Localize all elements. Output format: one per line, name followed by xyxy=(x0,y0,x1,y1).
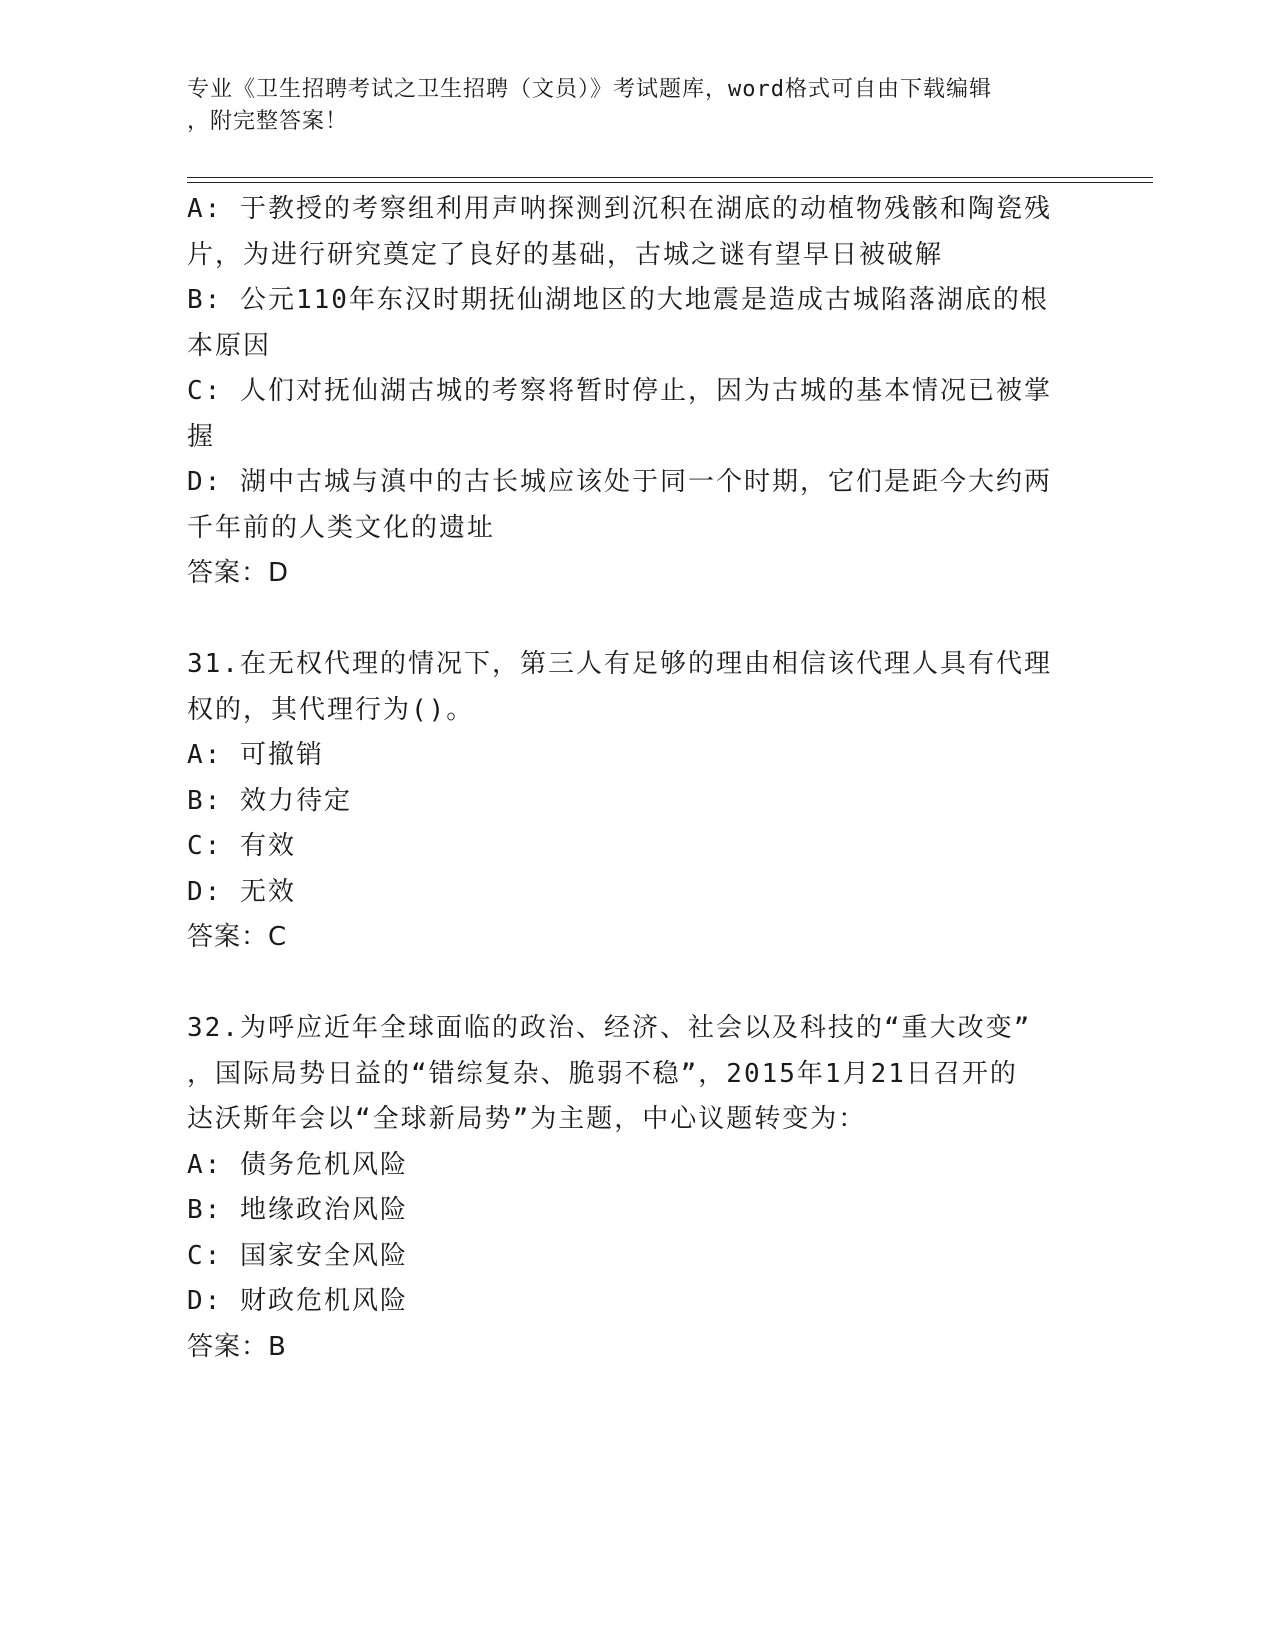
q30-option-c-line-2: 握 xyxy=(187,421,216,452)
q32-option-d: D: 财政危机风险 xyxy=(187,1286,408,1316)
q32-option-a: A: 债务危机风险 xyxy=(187,1149,408,1180)
q31-option-c: C: 有效 xyxy=(187,831,296,861)
q31-answer: 答案：C xyxy=(187,922,288,952)
q31-stem-line-2: 权的，其代理行为()。 xyxy=(187,694,475,725)
q32-option-c: C: 国家安全风险 xyxy=(187,1240,408,1271)
q32-stem-line-3: 达沃斯年会以“全球新局势”为主题，中心议题转变为： xyxy=(187,1104,867,1134)
q30-option-a-line-1: A: 于教授的考察组利用声呐探测到沉积在湖底的动植物残骸和陶瓷残 xyxy=(187,194,1052,224)
q30-answer: 答案：D xyxy=(187,558,290,588)
question-31 xyxy=(187,642,1087,961)
question-content xyxy=(187,187,1087,1370)
q30-option-a-line-2: 片，为进行研究奠定了良好的基础，古城之谜有望早日被破解 xyxy=(187,239,944,270)
question-32 xyxy=(187,1006,1087,1370)
header-divider-top xyxy=(187,177,1153,178)
q32-stem-line-2: ，国际局势日益的“错综复杂、脆弱不稳”，2015年1月21日召开的 xyxy=(187,1058,1018,1089)
q31-option-d: D: 无效 xyxy=(187,876,296,907)
q31-option-b: B: 效力待定 xyxy=(187,785,352,816)
q31-stem-line-1: 31.在无权代理的情况下，第三人有足够的理由相信该代理人具有代理 xyxy=(187,649,1052,679)
q30-option-d-line-2: 千年前的人类文化的遗址 xyxy=(187,512,496,543)
header-divider-bottom xyxy=(187,182,1153,183)
q30-option-b-line-2: 本原因 xyxy=(187,330,272,361)
q32-stem-line-1: 32.为呼应近年全球面临的政治、经济、社会以及科技的“重大改变” xyxy=(187,1013,1032,1043)
question-30 xyxy=(187,187,1087,597)
q31-option-a: A: 可撤销 xyxy=(187,740,324,770)
header-title-line-2: ，附完整答案！ xyxy=(187,109,349,134)
q30-option-b-line-1: B: 公元110年东汉时期抚仙湖地区的大地震是造成古城陷落湖底的根 xyxy=(187,285,1049,315)
document-header xyxy=(187,74,1067,138)
q30-option-c-line-1: C: 人们对抚仙湖古城的考察将暂时停止，因为古城的基本情况已被掌 xyxy=(187,376,1052,406)
question-spacer xyxy=(187,597,1087,643)
header-title-line-1: 专业《卫生招聘考试之卫生招聘（文员）》考试题库，word格式可自由下载编辑 xyxy=(187,77,992,102)
q32-answer: 答案：B xyxy=(187,1331,287,1362)
q30-option-d-line-1: D: 湖中古城与滇中的古长城应该处于同一个时期，它们是距今大约两 xyxy=(187,467,1052,497)
question-spacer xyxy=(187,961,1087,1007)
q32-option-b: B: 地缘政治风险 xyxy=(187,1195,408,1225)
